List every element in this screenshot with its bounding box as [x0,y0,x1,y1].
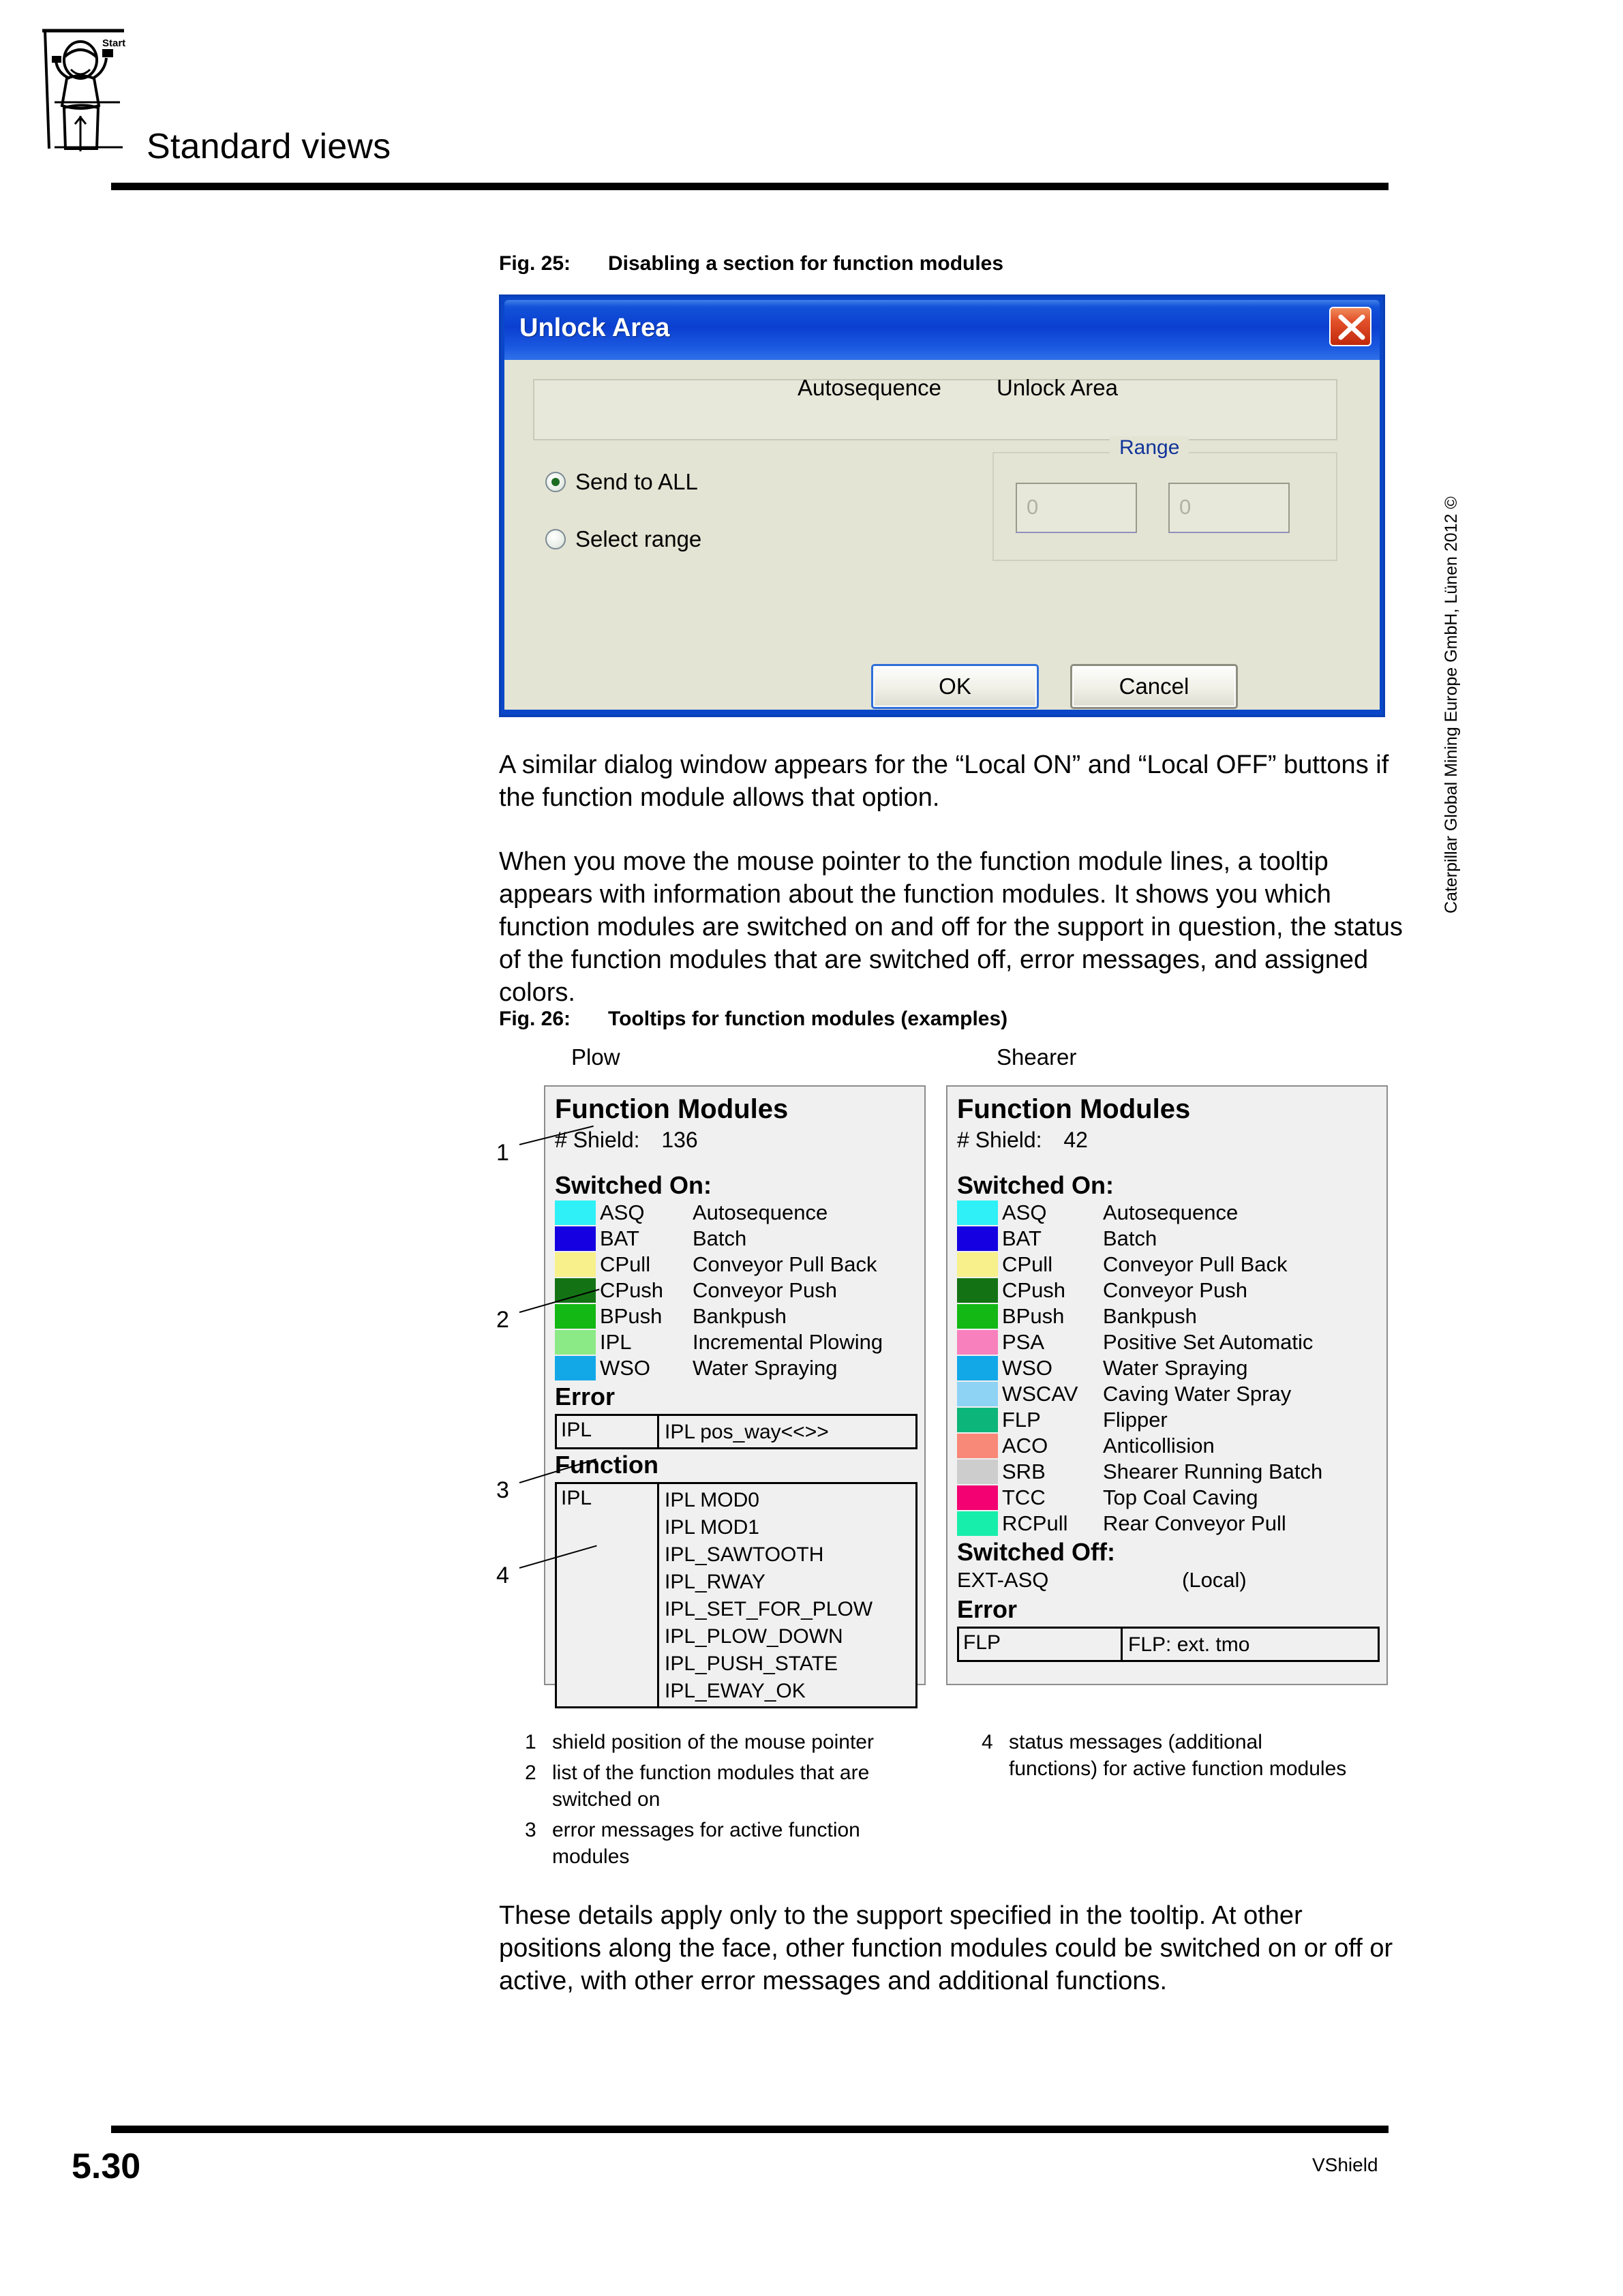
shearer-module-row [957,1407,1380,1433]
shearer-module-color-swatch-icon [957,1330,998,1355]
callout-number-3: 3 [496,1477,509,1503]
shearer-module-desc: Anticollision [1103,1434,1215,1457]
figure-25-caption [499,252,1003,275]
shearer-module-abbr: CPull [1002,1252,1053,1276]
plow-shield-value: 136 [661,1128,698,1152]
shearer-module-row [957,1200,1380,1226]
plow-function-table [555,1482,917,1708]
footer-divider [111,2126,1389,2133]
shearer-switched-on-label: Switched On: [957,1171,1114,1199]
shearer-module-color-swatch-icon [957,1356,998,1380]
plow-function-value: IPL_EWAY_OK [665,1680,806,1702]
unlock-area-label: Unlock Area [997,375,1118,400]
plow-module-color-swatch-icon [555,1330,596,1355]
shearer-module-abbr: ACO [1002,1434,1048,1457]
radio-send-to-all[interactable] [545,469,698,495]
shearer-module-row [957,1355,1380,1381]
shearer-module-abbr: BAT [1002,1226,1042,1250]
shearer-module-desc: Flipper [1103,1408,1168,1432]
plow-error-message: IPL pos_way<<>> [665,1421,829,1443]
legend-item-text: shield position of the mouse pointer [552,1731,874,1753]
range-legend-label: Range [1110,436,1189,459]
shearer-shield-value: 42 [1063,1128,1088,1152]
plow-module-desc: Autosequence [693,1200,828,1224]
shearer-module-row [957,1511,1380,1537]
dialog-titlebar[interactable] [504,300,1380,360]
plow-tooltip [544,1085,926,1702]
shearer-module-desc: Autosequence [1103,1200,1239,1224]
legend-item [525,1729,934,1755]
figure-25-number: Fig. 25: [499,252,571,275]
shearer-module-row [957,1278,1380,1303]
shearer-module-color-swatch-icon [957,1485,998,1510]
shearer-module-row [957,1303,1380,1329]
plow-shield-label: # Shield: [555,1128,640,1152]
shearer-error-message: FLP: ext. tmo [1128,1633,1250,1656]
plow-module-color-swatch-icon [555,1356,596,1380]
legend-item-text: list of the function modules that are switched on [552,1762,870,1811]
legend-item [525,1817,934,1870]
shearer-module-desc: Caving Water Spray [1103,1382,1292,1406]
radio-select-range[interactable] [545,526,701,552]
legend-item [982,1729,1350,1782]
shearer-error-code: FLP [959,1629,1123,1660]
svg-text:Start: Start [102,37,126,49]
legend-item [525,1759,934,1813]
plow-function-code: IPL [557,1484,659,1706]
shearer-module-abbr: SRB [1002,1460,1046,1483]
shearer-module-row [957,1381,1380,1407]
shearer-error-label: Error [957,1595,1018,1623]
shearer-module-abbr: TCC [1002,1485,1046,1509]
shearer-module-row [957,1329,1380,1355]
shearer-module-abbr: FLP [1002,1408,1041,1432]
callout-number-1: 1 [496,1140,509,1166]
page-title: Standard views [147,127,391,166]
plow-function-value: IPL MOD0 [665,1489,759,1511]
shearer-module-row [957,1252,1380,1278]
plow-module-abbr: WSO [600,1356,651,1380]
plow-module-desc: Conveyor Pull Back [693,1252,877,1276]
ok-button[interactable]: OK [871,664,1039,709]
shearer-module-abbr: ASQ [1002,1200,1047,1224]
plow-function-values [659,1484,877,1706]
range-to-value: 0 [1179,495,1192,519]
shearer-module-color-swatch-icon [957,1382,998,1406]
shearer-module-abbr: CPush [1002,1278,1066,1302]
figure-26-caption [499,1008,1007,1031]
page-header [0,0,1623,198]
paragraph-tooltip-info: When you move the mouse pointer to the function module lines, a tooltip appears with information about the function modules. It shows you which function modules are switched on and off for the support in question, the status of the function modules that are switched off, error messages, and assigned colors. [499,847,1403,1007]
shearer-module-desc: Water Spraying [1103,1356,1248,1380]
plow-module-row [555,1355,917,1381]
shearer-module-desc: Bankpush [1103,1304,1197,1328]
shearer-module-desc: Conveyor Pull Back [1103,1252,1288,1276]
footer-product-name: VShield [1312,2154,1378,2175]
shearer-error-table [957,1627,1380,1662]
plow-function-value: IPL_RWAY [665,1571,765,1593]
shearer-module-abbr: RCPull [1002,1511,1068,1535]
header-divider [111,183,1389,190]
shearer-switched-off-state: (Local) [1182,1568,1247,1592]
plow-shield-line [555,1126,917,1153]
shearer-module-desc: Positive Set Automatic [1103,1330,1314,1354]
shearer-module-row [957,1459,1380,1485]
plow-module-color-swatch-icon [555,1252,596,1277]
shearer-switched-on-list [957,1200,1380,1537]
shearer-switched-off-row [957,1567,1380,1594]
legend-item-number: 3 [525,1819,536,1841]
plow-module-row [555,1278,917,1303]
plow-module-desc: Conveyor Push [693,1278,837,1302]
shearer-module-color-swatch-icon [957,1278,998,1303]
plow-module-color-swatch-icon [555,1304,596,1329]
plow-module-color-swatch-icon [555,1226,596,1251]
dialog-title: Unlock Area [519,314,670,342]
shearer-module-color-swatch-icon [957,1434,998,1458]
plow-module-row [555,1252,917,1278]
plow-module-abbr: IPL [600,1330,632,1354]
figure-legend-left [525,1729,934,1874]
paragraph-closing: These details apply only to the support specified in the tooltip. At other positions along the face, other function modules could be switched on or off or active, with other error messages and additional functions. [499,1901,1393,1995]
footer-page-number: 5.30 [72,2147,141,2186]
callout-number-4: 4 [496,1562,509,1588]
shearer-module-color-swatch-icon [957,1226,998,1251]
range-to-input[interactable] [1168,483,1290,533]
legend-item-number: 1 [525,1731,536,1753]
plow-function-label: Function [555,1451,658,1479]
shearer-module-abbr: PSA [1002,1330,1045,1354]
shearer-module-color-swatch-icon [957,1252,998,1277]
cancel-button[interactable]: Cancel [1070,664,1238,709]
unlock-area-dialog [499,294,1385,717]
figure-26-caption-text: Tooltips for function modules (examples) [608,1008,1008,1030]
worker-start-pictogram-icon [40,27,132,160]
shearer-heading: Shearer [997,1044,1077,1070]
figure-25-caption-text: Disabling a section for function modules [608,252,1004,275]
side-copyright: Caterpillar Global Mining Europe GmbH, Lünen 2012 © [1442,496,1461,913]
plow-function-value: IPL_PUSH_STATE [665,1652,838,1675]
plow-module-abbr: BPush [600,1304,663,1328]
plow-module-desc: Bankpush [693,1304,787,1328]
shearer-shield-line [957,1126,1380,1153]
plow-function-value: IPL_PLOW_DOWN [665,1625,843,1648]
legend-item-number: 4 [982,1731,993,1753]
plow-module-abbr: CPush [600,1278,664,1302]
plow-switched-on-label: Switched On: [555,1171,712,1199]
shearer-tooltip-title: Function Modules [957,1094,1191,1124]
plow-module-desc: Water Spraying [693,1356,838,1380]
plow-module-row [555,1303,917,1329]
radio-select-range-label: Select range [575,526,702,552]
shearer-module-color-swatch-icon [957,1511,998,1536]
shearer-module-color-swatch-icon [957,1408,998,1432]
radio-send-to-all-indicator[interactable] [545,472,566,492]
shearer-switched-off-label: Switched Off: [957,1538,1115,1566]
range-from-value: 0 [1027,495,1039,519]
legend-item-number: 2 [525,1762,536,1784]
shearer-module-desc: Batch [1103,1226,1157,1250]
radio-send-to-all-label: Send to ALL [575,469,698,494]
shearer-module-color-swatch-icon [957,1460,998,1484]
plow-module-row [555,1200,917,1226]
close-icon[interactable] [1329,307,1371,346]
plow-function-value: IPL_SET_FOR_PLOW [665,1598,873,1620]
plow-module-row [555,1226,917,1252]
shearer-module-desc: Conveyor Push [1103,1278,1247,1302]
autosequence-label: Autosequence [798,375,942,400]
shearer-module-color-swatch-icon [957,1200,998,1225]
plow-function-value: IPL_SAWTOOTH [665,1543,824,1566]
plow-switched-on-list [555,1200,917,1381]
plow-module-color-swatch-icon [555,1200,596,1225]
shearer-module-desc: Rear Conveyor Pull [1103,1511,1286,1535]
shearer-tooltip [946,1085,1388,1685]
plow-module-row [555,1329,917,1355]
radio-select-range-indicator[interactable] [545,529,566,549]
plow-error-code: IPL [557,1416,659,1447]
figure-legend-right [982,1729,1350,1786]
plow-module-desc: Batch [693,1226,747,1250]
shearer-switched-off-name: EXT-ASQ [957,1568,1049,1592]
shearer-module-desc: Top Coal Caving [1103,1485,1258,1509]
plow-module-abbr: ASQ [600,1200,645,1224]
plow-tooltip-content [555,1093,917,1708]
shearer-module-abbr: WSO [1002,1356,1053,1380]
paragraph-local-on-off: A similar dialog window appears for the “Local ON” and “Local OFF” buttons if the function module allows that option. [499,751,1389,812]
dialog-body [504,360,1380,710]
plow-function-value: IPL MOD1 [665,1516,759,1539]
shearer-module-row [957,1226,1380,1252]
legend-item-text: status messages (additional functions) for active function modules [1009,1731,1347,1780]
legend-item-text: error messages for active function modules [552,1819,860,1868]
callout-number-2: 2 [496,1307,509,1333]
figure-26-number: Fig. 26: [499,1008,571,1030]
shearer-tooltip-content [957,1093,1380,1662]
shearer-shield-label: # Shield: [957,1128,1042,1152]
plow-error-table [555,1414,917,1449]
plow-module-abbr: CPull [600,1252,651,1276]
range-from-input[interactable] [1016,483,1137,533]
plow-heading: Plow [571,1044,620,1070]
plow-module-desc: Incremental Plowing [693,1330,883,1354]
shearer-module-desc: Shearer Running Batch [1103,1460,1323,1483]
shearer-module-color-swatch-icon [957,1304,998,1329]
shearer-module-abbr: BPush [1002,1304,1065,1328]
plow-error-label: Error [555,1383,616,1410]
shearer-module-row [957,1433,1380,1459]
plow-module-abbr: BAT [600,1226,639,1250]
shearer-module-row [957,1485,1380,1511]
shearer-module-abbr: WSCAV [1002,1382,1078,1406]
plow-tooltip-title: Function Modules [555,1094,789,1124]
